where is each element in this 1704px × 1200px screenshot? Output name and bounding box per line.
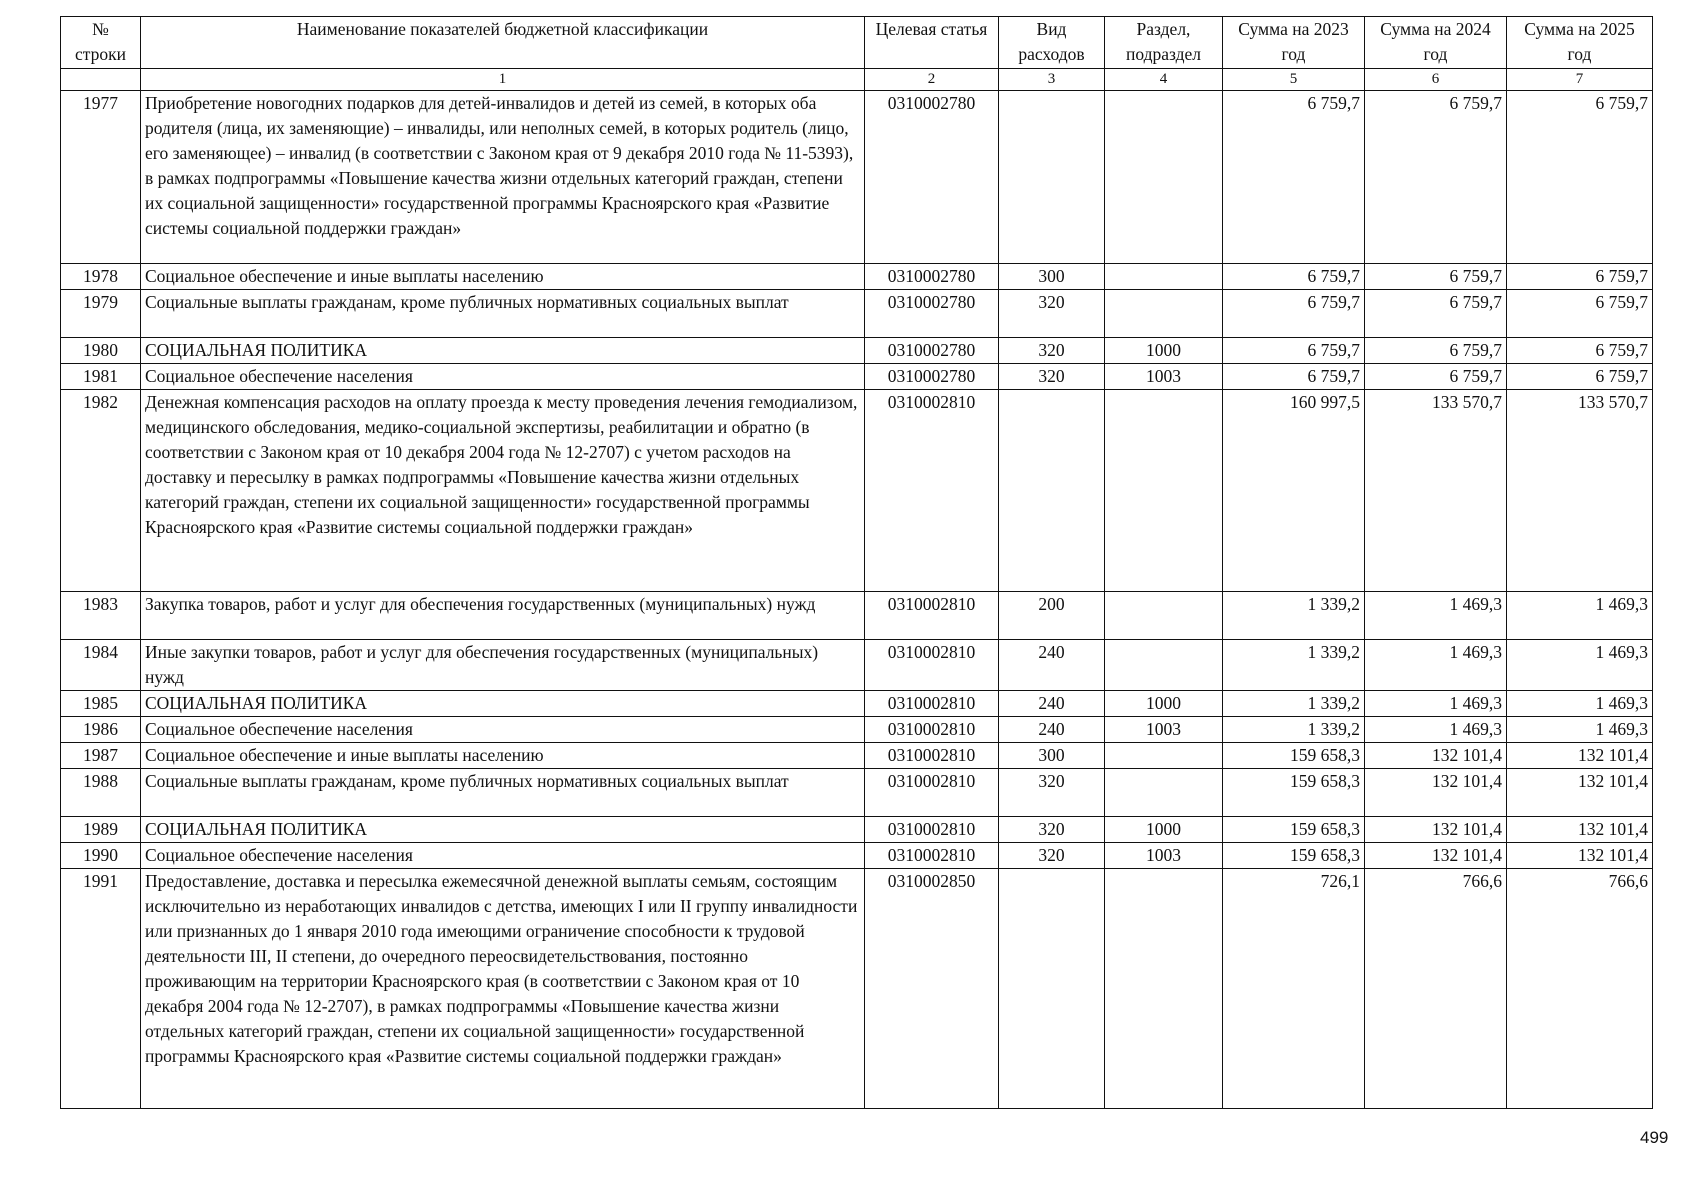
sum-2023: 726,1 bbox=[1223, 869, 1365, 1109]
sum-2024: 6 759,7 bbox=[1365, 264, 1507, 290]
section-code: 1000 bbox=[1105, 338, 1223, 364]
sum-2025: 6 759,7 bbox=[1507, 91, 1653, 264]
table-row bbox=[61, 91, 1653, 264]
section-code bbox=[1105, 769, 1223, 817]
sum-2023: 1 339,2 bbox=[1223, 717, 1365, 743]
expense-type: 320 bbox=[999, 290, 1105, 338]
expense-type: 320 bbox=[999, 338, 1105, 364]
section-code bbox=[1105, 390, 1223, 592]
sum-2024: 132 101,4 bbox=[1365, 743, 1507, 769]
section-code bbox=[1105, 264, 1223, 290]
target-article: 0310002810 bbox=[865, 769, 999, 817]
section-code bbox=[1105, 869, 1223, 1109]
sum-2024: 1 469,3 bbox=[1365, 640, 1507, 691]
sum-2023: 6 759,7 bbox=[1223, 364, 1365, 390]
sum-2025: 766,6 bbox=[1507, 869, 1653, 1109]
sum-2023: 159 658,3 bbox=[1223, 743, 1365, 769]
target-article: 0310002780 bbox=[865, 364, 999, 390]
column-number: 1 bbox=[141, 69, 865, 91]
sum-2025: 132 101,4 bbox=[1507, 817, 1653, 843]
row-number: 1982 bbox=[61, 390, 141, 592]
indicator-name: Социальное обеспечение и иные выплаты населению bbox=[141, 264, 865, 290]
budget-table bbox=[60, 16, 1653, 1109]
target-article: 0310002780 bbox=[865, 290, 999, 338]
section-code bbox=[1105, 592, 1223, 640]
sum-2025: 133 570,7 bbox=[1507, 390, 1653, 592]
sum-2025: 132 101,4 bbox=[1507, 843, 1653, 869]
table-row bbox=[61, 290, 1653, 338]
table-row bbox=[61, 364, 1653, 390]
document-page bbox=[60, 16, 1653, 1109]
indicator-name: Социальное обеспечение населения bbox=[141, 364, 865, 390]
sum-2024: 132 101,4 bbox=[1365, 817, 1507, 843]
target-article: 0310002810 bbox=[865, 843, 999, 869]
indicator-name: СОЦИАЛЬНАЯ ПОЛИТИКА bbox=[141, 691, 865, 717]
row-number: 1991 bbox=[61, 869, 141, 1109]
header-sum-2025: Сумма на 2025 год bbox=[1507, 17, 1653, 69]
table-row bbox=[61, 717, 1653, 743]
section-code: 1003 bbox=[1105, 364, 1223, 390]
section-code bbox=[1105, 91, 1223, 264]
expense-type: 200 bbox=[999, 592, 1105, 640]
sum-2024: 1 469,3 bbox=[1365, 717, 1507, 743]
row-number: 1985 bbox=[61, 691, 141, 717]
row-number: 1980 bbox=[61, 338, 141, 364]
target-article: 0310002810 bbox=[865, 592, 999, 640]
section-code: 1003 bbox=[1105, 717, 1223, 743]
indicator-name: Иные закупки товаров, работ и услуг для обеспечения государственных (муниципальных) нужд bbox=[141, 640, 865, 691]
sum-2024: 766,6 bbox=[1365, 869, 1507, 1109]
sum-2023: 159 658,3 bbox=[1223, 769, 1365, 817]
sum-2023: 6 759,7 bbox=[1223, 290, 1365, 338]
row-number: 1990 bbox=[61, 843, 141, 869]
section-code: 1003 bbox=[1105, 843, 1223, 869]
indicator-name: Социальные выплаты гражданам, кроме публичных нормативных социальных выплат bbox=[141, 290, 865, 338]
row-number: 1989 bbox=[61, 817, 141, 843]
target-article: 0310002780 bbox=[865, 264, 999, 290]
header-sum-2024: Сумма на 2024 год bbox=[1365, 17, 1507, 69]
indicator-name: Социальное обеспечение населения bbox=[141, 843, 865, 869]
column-number: 3 bbox=[999, 69, 1105, 91]
expense-type: 240 bbox=[999, 717, 1105, 743]
column-number bbox=[61, 69, 141, 91]
header-sum-2023: Сумма на 2023 год bbox=[1223, 17, 1365, 69]
target-article: 0310002780 bbox=[865, 91, 999, 264]
row-number: 1986 bbox=[61, 717, 141, 743]
expense-type: 300 bbox=[999, 264, 1105, 290]
target-article: 0310002810 bbox=[865, 817, 999, 843]
sum-2025: 6 759,7 bbox=[1507, 264, 1653, 290]
row-number: 1977 bbox=[61, 91, 141, 264]
column-number: 4 bbox=[1105, 69, 1223, 91]
sum-2024: 1 469,3 bbox=[1365, 592, 1507, 640]
sum-2025: 1 469,3 bbox=[1507, 717, 1653, 743]
header-section: Раздел, подраздел bbox=[1105, 17, 1223, 69]
sum-2024: 6 759,7 bbox=[1365, 91, 1507, 264]
row-number: 1983 bbox=[61, 592, 141, 640]
table-row bbox=[61, 869, 1653, 1109]
table-row bbox=[61, 691, 1653, 717]
header-row-number: № строки bbox=[61, 17, 141, 69]
expense-type bbox=[999, 91, 1105, 264]
row-number: 1988 bbox=[61, 769, 141, 817]
row-number: 1987 bbox=[61, 743, 141, 769]
sum-2025: 132 101,4 bbox=[1507, 743, 1653, 769]
page-number: 499 bbox=[1640, 1128, 1669, 1147]
sum-2023: 159 658,3 bbox=[1223, 817, 1365, 843]
table-row bbox=[61, 338, 1653, 364]
row-number: 1981 bbox=[61, 364, 141, 390]
target-article: 0310002810 bbox=[865, 691, 999, 717]
sum-2024: 1 469,3 bbox=[1365, 691, 1507, 717]
header-target-article: Целевая статья bbox=[865, 17, 999, 69]
row-number: 1984 bbox=[61, 640, 141, 691]
indicator-name: СОЦИАЛЬНАЯ ПОЛИТИКА bbox=[141, 817, 865, 843]
sum-2023: 6 759,7 bbox=[1223, 91, 1365, 264]
table-row bbox=[61, 843, 1653, 869]
sum-2024: 132 101,4 bbox=[1365, 843, 1507, 869]
section-code bbox=[1105, 290, 1223, 338]
sum-2024: 6 759,7 bbox=[1365, 364, 1507, 390]
section-code: 1000 bbox=[1105, 817, 1223, 843]
table-row bbox=[61, 592, 1653, 640]
sum-2025: 6 759,7 bbox=[1507, 290, 1653, 338]
target-article: 0310002810 bbox=[865, 743, 999, 769]
section-code bbox=[1105, 743, 1223, 769]
sum-2025: 1 469,3 bbox=[1507, 592, 1653, 640]
column-number: 5 bbox=[1223, 69, 1365, 91]
column-number-row bbox=[61, 69, 1653, 91]
table-row bbox=[61, 264, 1653, 290]
table-row bbox=[61, 743, 1653, 769]
table-row bbox=[61, 390, 1653, 592]
expense-type: 240 bbox=[999, 640, 1105, 691]
column-number: 6 bbox=[1365, 69, 1507, 91]
expense-type: 320 bbox=[999, 769, 1105, 817]
section-code bbox=[1105, 640, 1223, 691]
header-indicator-name: Наименование показателей бюджетной классификации bbox=[141, 17, 865, 69]
sum-2024: 132 101,4 bbox=[1365, 769, 1507, 817]
indicator-name: Предоставление, доставка и пересылка ежемесячной денежной выплаты семьям, состоящим исключительно из неработающих инвалидов с детства, имеющих I или II группу инвалидности или признанных до 1 января 2010 года имеющими ограничение способности к трудовой деятельности III, II степени, до очередного переосвидетельствования, постоянно проживающим на территории Красноярского края (в соответствии с Законом края от 10 декабря 2004 года № 12-2707), в рамках подпрограммы «Повышение качества жизни отдельных категорий граждан, степени их социальной защищенности» государственной программы Красноярского края «Развитие системы социальной поддержки граждан» bbox=[141, 869, 865, 1109]
target-article: 0310002850 bbox=[865, 869, 999, 1109]
sum-2023: 6 759,7 bbox=[1223, 264, 1365, 290]
sum-2025: 6 759,7 bbox=[1507, 338, 1653, 364]
sum-2023: 1 339,2 bbox=[1223, 640, 1365, 691]
sum-2025: 1 469,3 bbox=[1507, 691, 1653, 717]
header-expense-type: Вид расходов bbox=[999, 17, 1105, 69]
table-row bbox=[61, 769, 1653, 817]
indicator-name: Закупка товаров, работ и услуг для обеспечения государственных (муниципальных) нужд bbox=[141, 592, 865, 640]
sum-2024: 6 759,7 bbox=[1365, 338, 1507, 364]
section-code: 1000 bbox=[1105, 691, 1223, 717]
sum-2023: 159 658,3 bbox=[1223, 843, 1365, 869]
table-row bbox=[61, 640, 1653, 691]
indicator-name: Денежная компенсация расходов на оплату проезда к месту проведения лечения гемодиализом, медицинского обследования, медико-социальной экспертизы, реабилитации и обратно (в соответствии с Законом края от 10 декабря 2004 года № 12-2707) с учетом расходов на доставку и пересылку в рамках подпрограммы «Повышение качества жизни отдельных категорий граждан, степени их социальной защищенности» государственной программы Красноярского края «Развитие системы социальной поддержки граждан» bbox=[141, 390, 865, 592]
table-body bbox=[61, 91, 1653, 1109]
indicator-name: Социальные выплаты гражданам, кроме публичных нормативных социальных выплат bbox=[141, 769, 865, 817]
indicator-name: СОЦИАЛЬНАЯ ПОЛИТИКА bbox=[141, 338, 865, 364]
target-article: 0310002780 bbox=[865, 338, 999, 364]
expense-type: 300 bbox=[999, 743, 1105, 769]
sum-2023: 1 339,2 bbox=[1223, 691, 1365, 717]
indicator-name: Социальное обеспечение и иные выплаты населению bbox=[141, 743, 865, 769]
indicator-name: Приобретение новогодних подарков для детей-инвалидов и детей из семей, в которых оба родителя (лица, их заменяющие) – инвалиды, или неполных семей, в которых родитель (лицо, его заменяющее) – инвалид (в соответствии с Законом края от 9 декабря 2010 года № 11-5393), в рамках подпрограммы «Повышение качества жизни отдельных категорий граждан, степени их социальной защищенности» государственной программы Красноярского края «Развитие системы социальной поддержки граждан» bbox=[141, 91, 865, 264]
row-number: 1979 bbox=[61, 290, 141, 338]
sum-2025: 132 101,4 bbox=[1507, 769, 1653, 817]
expense-type: 320 bbox=[999, 817, 1105, 843]
indicator-name: Социальное обеспечение населения bbox=[141, 717, 865, 743]
target-article: 0310002810 bbox=[865, 717, 999, 743]
sum-2023: 1 339,2 bbox=[1223, 592, 1365, 640]
sum-2024: 6 759,7 bbox=[1365, 290, 1507, 338]
expense-type: 240 bbox=[999, 691, 1105, 717]
sum-2023: 6 759,7 bbox=[1223, 338, 1365, 364]
sum-2024: 133 570,7 bbox=[1365, 390, 1507, 592]
target-article: 0310002810 bbox=[865, 640, 999, 691]
column-number: 2 bbox=[865, 69, 999, 91]
expense-type: 320 bbox=[999, 843, 1105, 869]
column-number: 7 bbox=[1507, 69, 1653, 91]
row-number: 1978 bbox=[61, 264, 141, 290]
expense-type bbox=[999, 869, 1105, 1109]
sum-2025: 1 469,3 bbox=[1507, 640, 1653, 691]
target-article: 0310002810 bbox=[865, 390, 999, 592]
expense-type bbox=[999, 390, 1105, 592]
sum-2025: 6 759,7 bbox=[1507, 364, 1653, 390]
sum-2023: 160 997,5 bbox=[1223, 390, 1365, 592]
expense-type: 320 bbox=[999, 364, 1105, 390]
table-row bbox=[61, 817, 1653, 843]
table-header-row bbox=[61, 17, 1653, 69]
